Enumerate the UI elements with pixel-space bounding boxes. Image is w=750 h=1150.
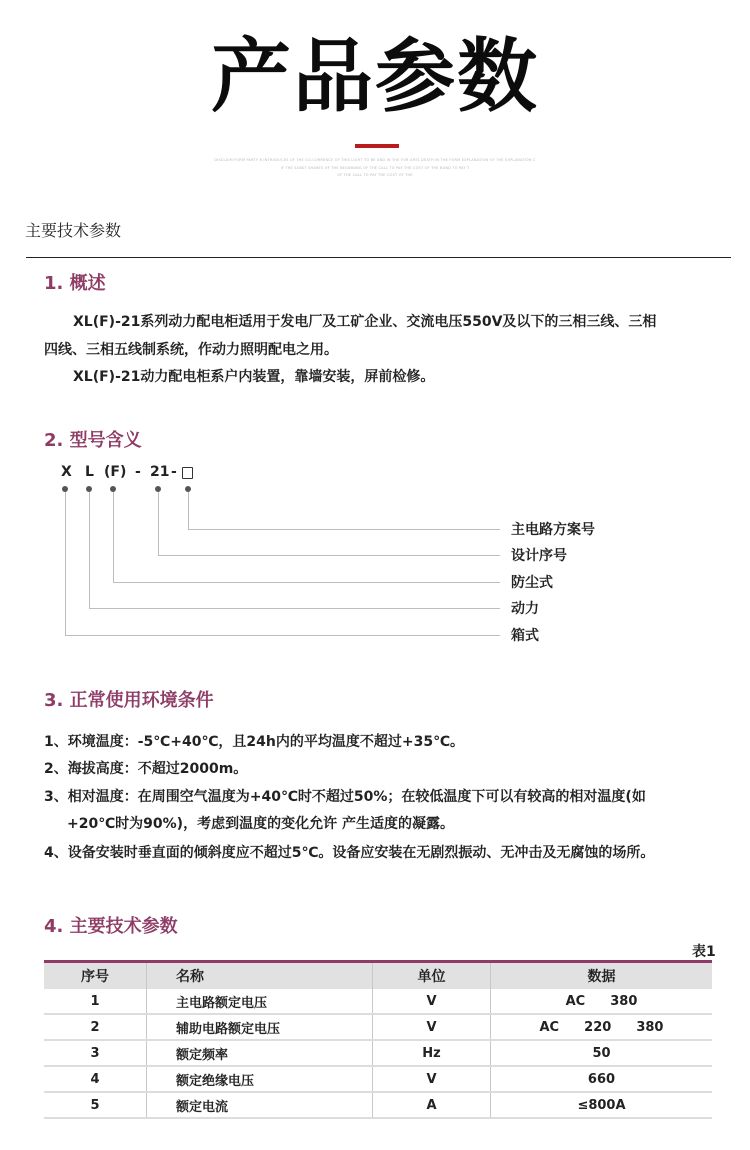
cell-value: AC 380: [565, 993, 638, 1009]
env-item-3: 3、相对温度：在周围空气温度为+40℃时不超过50%；在较低温度下可以有较高的相对温度(如: [44, 789, 646, 805]
cell-name: 额定频率: [147, 1041, 373, 1065]
overview-line-2: 四线、三相五线制系统，作动力照明配电之用。: [44, 342, 338, 358]
code-part-dash-1: -: [135, 464, 141, 480]
cell-name: 额定绝缘电压: [147, 1067, 373, 1091]
overview-line-3: XL(F)-21动力配电柜系户内装置，靠墙安装，屏前检修。: [73, 369, 435, 385]
cell-name: 额定电流: [147, 1093, 373, 1117]
table-row: [44, 1041, 712, 1067]
page-title: 产品参数: [211, 30, 539, 123]
cell-index: 4: [44, 1067, 147, 1091]
connector-l-v: [89, 492, 90, 609]
connector-box-v: [188, 492, 189, 530]
code-part-l: L: [85, 464, 94, 480]
cell-index: 1: [44, 989, 147, 1013]
cell-unit: V: [373, 1015, 491, 1039]
section-label: 主要技术参数: [25, 221, 122, 240]
code-part-21: 21: [150, 464, 170, 480]
connector-x-h: [65, 635, 500, 636]
cell-unit: V: [373, 1067, 491, 1091]
environment-heading: 3. 正常使用环境条件: [44, 690, 214, 711]
divider: [26, 257, 731, 258]
meaning-main-circuit: 主电路方案号: [511, 522, 595, 538]
connector-21-v: [158, 492, 159, 556]
col-header-name: 名称: [147, 963, 373, 989]
cell-value: 50: [592, 1045, 611, 1061]
connector-21-h: [158, 555, 500, 556]
col-header-unit: 单位: [373, 963, 491, 989]
connector-box-h: [188, 529, 500, 530]
col-header-index: 序号: [44, 963, 147, 989]
col-header-value: 数据: [587, 969, 616, 985]
cell-index: 3: [44, 1041, 147, 1065]
meaning-power: 动力: [511, 601, 539, 617]
cell-value: AC 220 380: [539, 1019, 664, 1035]
connector-f-h: [113, 582, 500, 583]
table-row: [44, 1015, 712, 1041]
fine-print-line-2: IF THE SUBST SHARES OF THE BEGINNING OF THE CALL TO PAY THE COST OF THE BUND TO PAY T: [280, 166, 470, 170]
table-row: [44, 989, 712, 1015]
title-accent-bar: [355, 144, 399, 148]
model-heading: 2. 型号含义: [44, 430, 142, 451]
env-item-1: 1、环境温度：-5℃+40℃，且24h内的平均温度不超过+35℃。: [44, 734, 465, 750]
fine-print-line-3: OF THE CALL TO PAY THE COST OF THE: [337, 173, 413, 177]
cell-value: 660: [587, 1071, 616, 1087]
cell-value: ≤800A: [577, 1097, 626, 1113]
table-row: [44, 1093, 712, 1119]
connector-f-v: [113, 492, 114, 583]
overview-line-1: XL(F)-21系列动力配电柜适用于发电厂及工矿企业、交流电压550V及以下的三相三线、三相: [73, 314, 657, 330]
box-placeholder-icon: [182, 467, 193, 479]
cell-index: 5: [44, 1093, 147, 1117]
table-header-row: [44, 963, 712, 989]
code-part-x: X: [61, 464, 72, 480]
table-caption: 表1: [692, 944, 716, 960]
meaning-cabinet: 箱式: [511, 628, 539, 644]
env-item-4: 4、设备安装时垂直面的倾斜度应不超过5℃。设备应安装在无剧烈振动、无冲击及无腐蚀的场所。: [44, 845, 655, 861]
connector-x-v: [65, 492, 66, 636]
cell-unit: A: [373, 1093, 491, 1117]
meaning-design-serial: 设计序号: [511, 548, 567, 564]
meaning-dustproof: 防尘式: [511, 575, 553, 591]
cell-name: 辅助电路额定电压: [147, 1015, 373, 1039]
code-part-f: (F): [104, 464, 127, 480]
table-row: [44, 1067, 712, 1093]
specs-heading: 4. 主要技术参数: [44, 916, 178, 937]
cell-name: 主电路额定电压: [147, 989, 373, 1013]
env-item-2: 2、海拔高度：不超过2000m。: [44, 761, 248, 777]
cell-unit: V: [373, 989, 491, 1013]
code-part-dash-2: -: [171, 464, 177, 480]
env-item-3-cont: +20℃时为90%)，考虑到温度的变化允许 产生适度的凝露。: [67, 816, 454, 832]
cell-index: 2: [44, 1015, 147, 1039]
overview-heading: 1. 概述: [44, 273, 106, 294]
fine-print-line-1: DISCLAIM FORM PARTY B INTRODUCES OF THE CO-CURRENCE OF THIS LIGHT TO BE AND IN THE FOR ARTS DEATH IN THE FORM EXPLANATION OF THE EXPLANATION C: [214, 158, 536, 162]
cell-unit: Hz: [373, 1041, 491, 1065]
connector-l-h: [89, 608, 500, 609]
